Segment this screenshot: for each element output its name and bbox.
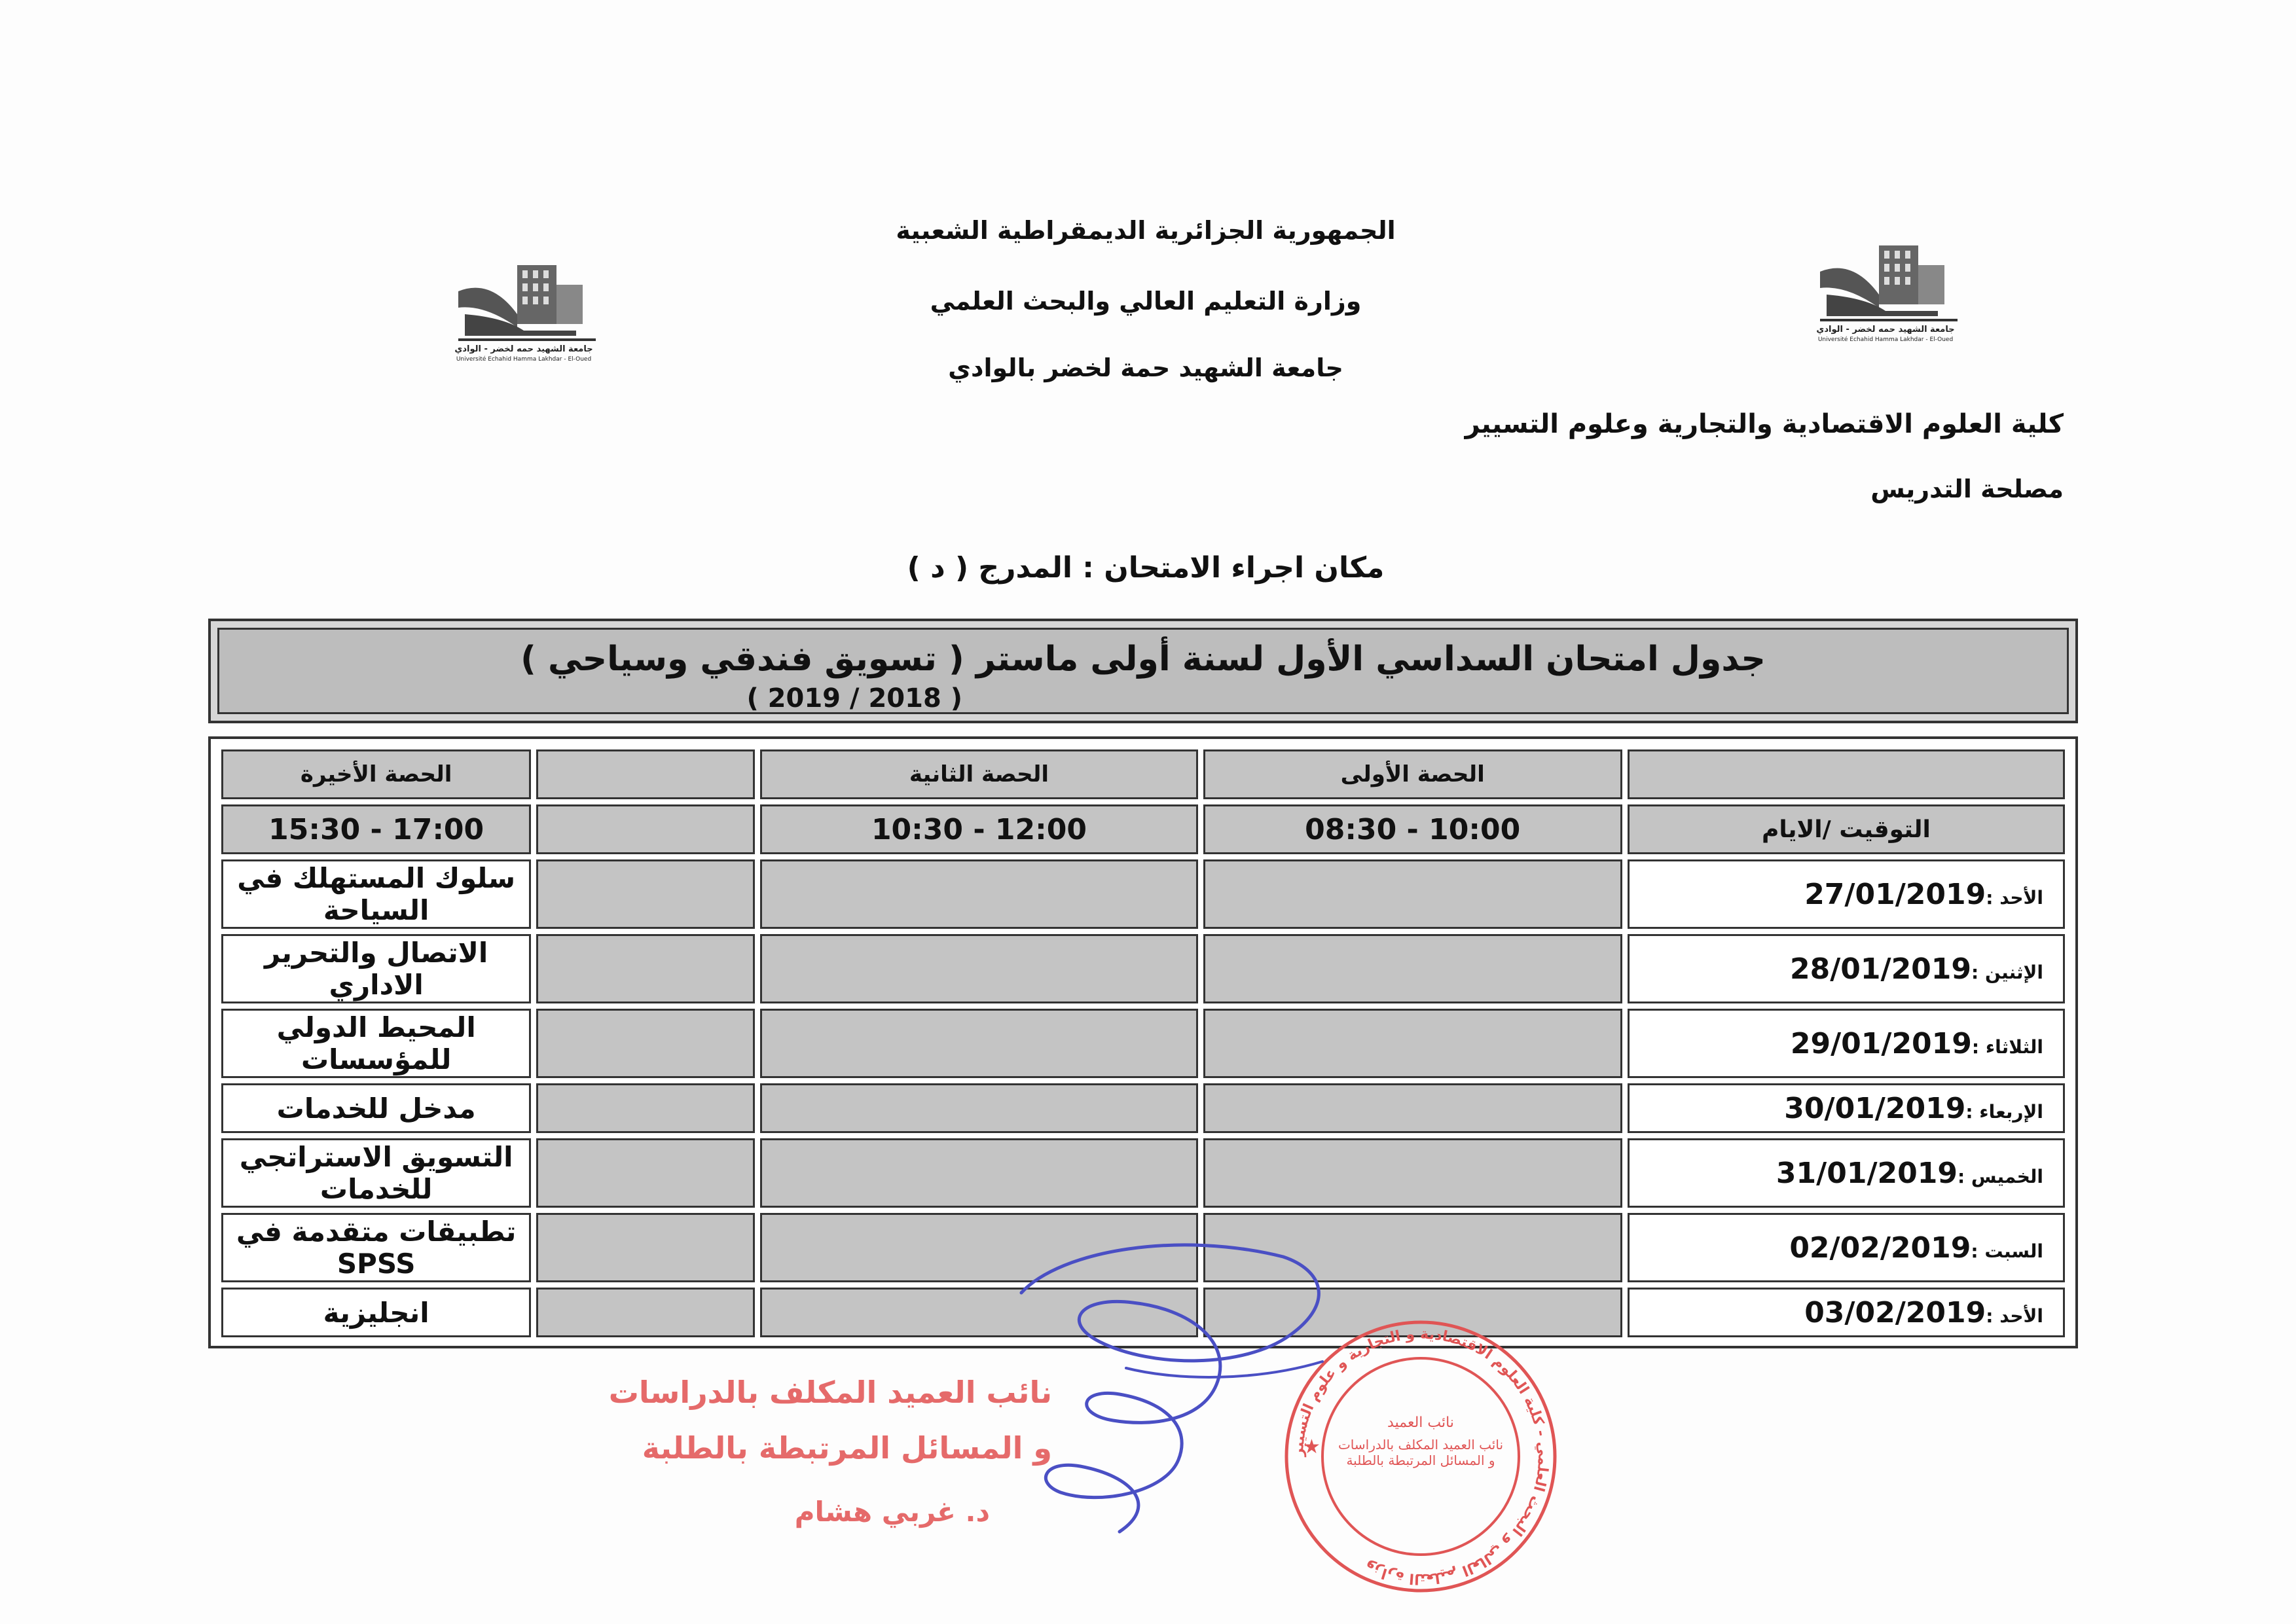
table-header-row: [221, 749, 2065, 799]
empty-cell: [536, 1009, 755, 1078]
empty-cell: [1203, 1138, 1622, 1208]
day-date: 28/01/2019: [1789, 952, 1972, 986]
schedule-title-box: [208, 619, 2078, 723]
header-day-time: التوقيت /الايام: [1628, 804, 2065, 854]
day-date: 27/01/2019: [1804, 877, 1986, 911]
table-row: [221, 934, 2065, 1003]
handwritten-signature: [982, 1231, 1427, 1545]
empty-cell: [536, 1083, 755, 1133]
header-service: مصلحة التدريس: [1870, 475, 2064, 503]
header-republic: الجمهورية الجزائرية الديمقراطية الشعبية: [896, 216, 1396, 245]
header-university: جامعة الشهيد حمة لخضر بالوادي: [948, 353, 1343, 382]
header-ministry: وزارة التعليم العالي والبحث العلمي: [930, 287, 1362, 316]
table-row: [221, 1083, 2065, 1133]
day-cell: [1628, 1009, 2065, 1078]
logo-caption-fr: Université Echahid Hamma Lakhdar - El-Oued: [456, 356, 592, 363]
empty-cell: [1203, 934, 1622, 1003]
empty-cell: [536, 1138, 755, 1208]
empty-cell: [1203, 1083, 1622, 1133]
empty-cell: [1203, 1009, 1622, 1078]
empty-cell: [760, 934, 1197, 1003]
day-date: 30/01/2019: [1784, 1091, 1966, 1125]
logo-caption-fr: Université Echahid Hamma Lakhdar - El-Oued: [1817, 336, 1954, 343]
day-cell: [1628, 1083, 2065, 1133]
header-faculty: كلية العلوم الاقتصادية والتجارية وعلوم التسيير: [1465, 409, 2064, 439]
empty-cell: [760, 1009, 1197, 1078]
logo-caption-ar: جامعة الشهيد حمه لخضر - الوادي: [454, 344, 593, 354]
day-name: الإربعاء :: [1965, 1100, 2043, 1123]
signatory-name: د. غربي هشام: [794, 1496, 990, 1528]
table-time-row: [221, 804, 2065, 854]
day-name: الأحد :: [1986, 886, 2043, 909]
subject-cell: المحيط الدولي للمؤسسات: [221, 1009, 531, 1078]
day-cell: [1628, 1213, 2065, 1282]
subject-cell: الاتصال والتحرير الاداري: [221, 934, 531, 1003]
header-gap-cell: [536, 749, 755, 799]
header-second-session: الحصة الثانية: [760, 749, 1197, 799]
subject-cell: التسويق الاستراتجي للخدمات: [221, 1138, 531, 1208]
day-name: الإثنين :: [1971, 961, 2043, 983]
header-last-session: الحصة الأخيرة: [221, 749, 531, 799]
time-first-session: 08:30 - 10:00: [1203, 804, 1622, 854]
table-row: [221, 1009, 2065, 1078]
day-cell: [1628, 859, 2065, 929]
svg-text:نائب العميد: نائب العميد: [1387, 1415, 1454, 1431]
empty-cell: [760, 1083, 1197, 1133]
time-last-session: 15:30 - 17:00: [221, 804, 531, 854]
day-date: 03/02/2019: [1804, 1295, 1986, 1329]
empty-cell: [536, 1213, 755, 1282]
header-first-session: الحصة الأولى: [1203, 749, 1622, 799]
subject-cell: مدخل للخدمات: [221, 1083, 531, 1133]
empty-cell: [1203, 859, 1622, 929]
subject-cell: تطبيقات متقدمة في SPSS: [221, 1213, 531, 1282]
day-cell: [1628, 1288, 2065, 1337]
empty-cell: [536, 859, 755, 929]
day-cell: [1628, 1138, 2065, 1208]
day-date: 31/01/2019: [1776, 1156, 1958, 1190]
day-date: 29/01/2019: [1790, 1026, 1972, 1060]
empty-cell: [760, 1138, 1197, 1208]
svg-text:★: ★: [1303, 1435, 1321, 1458]
logo-caption-ar: جامعة الشهيد حمه لخضر - الوادي: [1816, 325, 1955, 334]
university-logo-left: [445, 252, 602, 363]
university-logo-right: [1807, 232, 1964, 344]
table-row: [221, 859, 2065, 929]
schedule-title: جدول امتحان السداسي الأول لسنة أولى ماستر ( تسويق فندقي وسياحي ): [520, 640, 1766, 679]
schedule-academic-year: ( 2018 / 2019 ): [746, 683, 962, 713]
empty-cell: [760, 859, 1197, 929]
day-name: الخميس :: [1957, 1165, 2043, 1187]
day-name: الثلاثاء :: [1971, 1036, 2043, 1058]
empty-cell: [536, 1288, 755, 1337]
empty-cell: [536, 934, 755, 1003]
signatory-title-line1: نائب العميد المكلف بالدراسات: [608, 1375, 1052, 1410]
subject-cell: انجليزية: [221, 1288, 531, 1337]
exam-place: مكان اجراء الامتحان : المدرج ( د ): [907, 551, 1385, 585]
header-empty-cell: [1628, 749, 2065, 799]
table-row: [221, 1138, 2065, 1208]
time-gap-cell: [536, 804, 755, 854]
day-date: 02/02/2019: [1789, 1231, 1971, 1265]
day-cell: [1628, 934, 2065, 1003]
signatory-title-line2: و المسائل المرتبطة بالطلبة: [642, 1430, 1052, 1466]
subject-cell: سلوك المستهلك في السياحة: [221, 859, 531, 929]
stamp-inner-text: نائب العميد المكلف بالدراسات و المسائل المرتبطة بالطلبة: [1338, 1437, 1504, 1468]
day-name: الأحد :: [1986, 1305, 2043, 1327]
stamp-outer-text: وزارة التعليم العالي و البحث العلمي - كلية العلوم الاقتصادية و التجارية و علوم التسيير: [1290, 1326, 1552, 1587]
day-name: السبت :: [1971, 1240, 2043, 1262]
time-second-session: 10:30 - 12:00: [760, 804, 1197, 854]
